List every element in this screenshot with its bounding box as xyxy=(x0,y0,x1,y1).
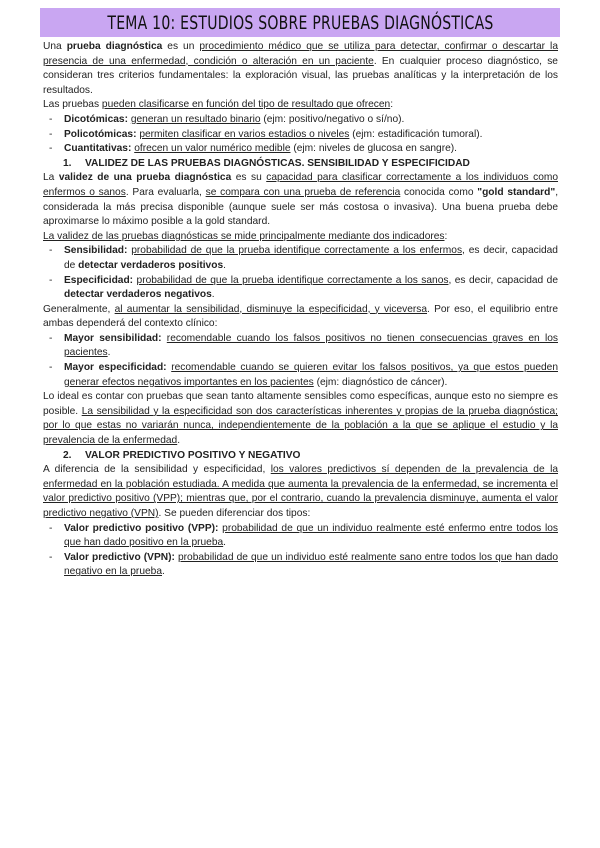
list-item: - Mayor especificidad: recomendable cuando se quieren evitar los falsos positivos, ya que estos pueden generar efectos negativos importantes en los pacientes (ejm: diagnóstico de cáncer). xyxy=(49,362,558,388)
list-item: - Especificidad: probabilidad de que la prueba identifique correctamente a los sanos, es decir, capacidad de detectar verdaderos negativos. xyxy=(49,274,558,301)
document-body xyxy=(43,40,558,580)
intro-paragraph: Una prueba diagnóstica es un procedimiento médico que se utiliza para detectar, confirmar o descartar la presencia de una enfermedad, condición o alteración en un paciente. En cualquier proceso diagnóstico, se consideran tres criterios fundamentales: la exploración visual, las pruebas analíticas y la interpretación de los resultados. xyxy=(43,41,558,96)
section-heading-1: 1. VALIDEZ DE LAS PRUEBAS DIAGNÓSTICAS. SENSIBILIDAD Y ESPECIFICIDAD xyxy=(63,157,470,169)
list-item: - Sensibilidad: probabilidad de que la prueba identifique correctamente a los enfermos, es decir, capacidad de detectar verdaderos positivos. xyxy=(49,245,558,271)
validez-paragraph: La validez de una prueba diagnóstica es su capacidad para clasificar correctamente a los individuos como enfermos o sanos. Para evaluarla, se compara con una prueba de referencia conocida como "gold standard", considerada la más precisa disponible (aunque suele ser más costosa o invasiva). Una buena prueba debe aproximarse lo máximo posible a la gold standard. xyxy=(43,172,559,228)
classification-paragraph: Las pruebas pueden clasificarse en función del tipo de resultado que ofrecen: xyxy=(43,99,394,111)
list-item: - Policotómicas: permiten clasificar en varios estadios o niveles (ejm: estadificación tumoral). xyxy=(49,128,483,140)
list-item: - Cuantitativas: ofrecen un valor numérico medible (ejm: niveles de glucosa en sangre). xyxy=(49,143,457,155)
list-item: - Valor predictivo (VPN): probabilidad de que un individuo esté realmente sano entre todos los que han dado negativo en la prueba. xyxy=(49,551,558,578)
title-banner xyxy=(40,8,560,37)
ideal-paragraph: Lo ideal es contar con pruebas que sean tanto altamente sensibles como específicas, aunque esto no siempre es posible. La sensibilidad y la especificidad son dos características inherentes y propias de la prueba diagnóstica; por lo que estas no variarán nunca, independientemente de la población a la que se aplique el estudio y la prevalencia de la enfermedad. xyxy=(43,391,558,447)
predictive-paragraph: A diferencia de la sensibilidad y especificidad, los valores predictivos sí dependen de la prevalencia de la enfermedad en la población estudiada. A medida que aumenta la prevalencia de la enfermedad, se incrementa el valor predictivo positivo (VPP); mientras que, por el contrario, cuando la prevalencia disminuye, aumenta el valor predictivo negativo (VPN). Se pueden diferenciar dos tipos: xyxy=(43,464,558,519)
page-title: TEMA 10: ESTUDIOS SOBRE PRUEBAS DIAGNÓSTICAS xyxy=(106,11,494,34)
list-item: - Dicotómicas: generan un resultado binario (ejm: positivo/negativo o sí/no). xyxy=(49,113,405,125)
list-item: - Mayor sensibilidad: recomendable cuando los falsos positivos no tienen consecuencias graves en los pacientes. xyxy=(49,332,558,359)
list-item: - Valor predictivo positivo (VPP): probabilidad de que un individuo realmente esté enfermo entre todos los que han dado positivo en la prueba. xyxy=(49,522,558,549)
section-heading-2: 2. VALOR PREDICTIVO POSITIVO Y NEGATIVO xyxy=(63,449,301,461)
indicators-intro: La validez de las pruebas diagnósticas se mide principalmente mediante dos indicadores: xyxy=(43,230,448,242)
tradeoff-paragraph: Generalmente, al aumentar la sensibilidad, disminuye la especificidad, y viceversa. Por eso, el equilibrio entre ambas dependerá del contexto clínico: xyxy=(43,303,558,330)
